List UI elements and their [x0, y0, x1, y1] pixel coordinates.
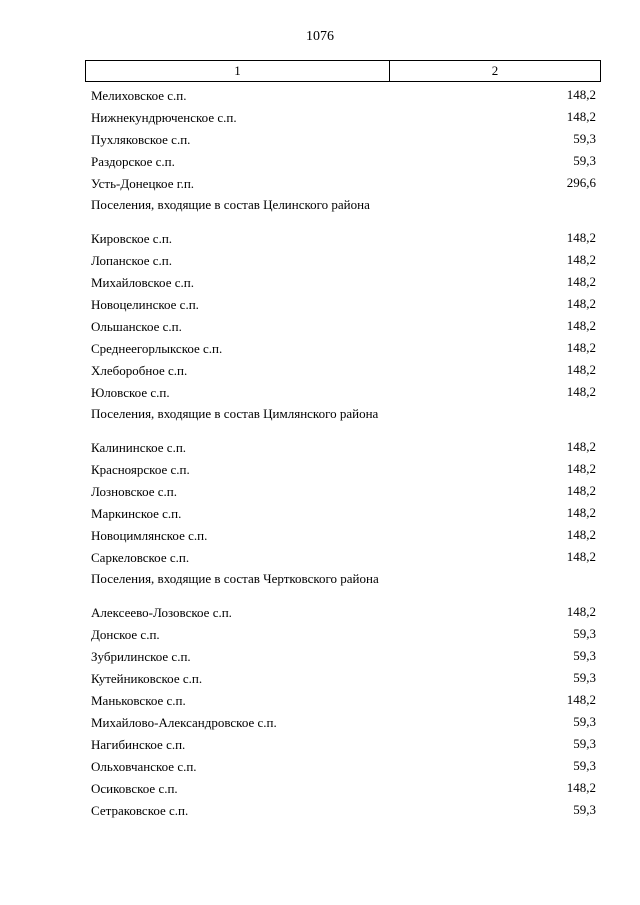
- settlement-name: Осиковское с.п.: [91, 780, 178, 796]
- table-row: [91, 84, 596, 106]
- settlement-name: Маркинское с.п.: [91, 505, 182, 521]
- settlement-value: 148,2: [566, 527, 596, 542]
- settlement-value: 59,3: [573, 802, 596, 817]
- settlement-value: 148,2: [566, 604, 596, 619]
- settlement-value: 148,2: [566, 87, 596, 102]
- settlement-name: Ольшанское с.п.: [91, 318, 182, 334]
- settlement-name: Мелиховское с.п.: [91, 87, 187, 103]
- table-row: [91, 733, 596, 755]
- table-row: [91, 249, 596, 271]
- column-header-1: 1: [86, 61, 390, 81]
- settlement-name: Зубрилинское с.п.: [91, 648, 191, 664]
- settlement-name: Донское с.п.: [91, 626, 160, 642]
- settlement-value: 296,6: [566, 175, 596, 190]
- settlement-value: 148,2: [566, 252, 596, 267]
- settlement-name: Лопанское с.п.: [91, 252, 173, 268]
- settlement-name: Нижнекундрюченское с.п.: [91, 109, 237, 125]
- settlement-name: Раздорское с.п.: [91, 153, 175, 169]
- settlement-value: 59,3: [573, 714, 596, 729]
- table-row: [91, 227, 596, 249]
- settlement-value: 148,2: [566, 109, 596, 124]
- settlement-value: 59,3: [573, 153, 596, 168]
- column-header-2: 2: [491, 63, 499, 78]
- settlement-name: Лозновское с.п.: [91, 483, 177, 499]
- table-row: [91, 546, 596, 568]
- table-row: [91, 777, 596, 799]
- table-row: [91, 755, 596, 777]
- settlement-value: 59,3: [573, 626, 596, 641]
- table-row: [91, 106, 596, 128]
- settlement-name: Хлеборобное с.п.: [91, 362, 188, 378]
- group-header-row: [91, 403, 596, 436]
- table-row: [91, 524, 596, 546]
- table-row: [91, 293, 596, 315]
- settlement-name: Усть-Донецкое г.п.: [91, 175, 195, 191]
- table-body: [91, 84, 596, 821]
- settlement-value: 148,2: [566, 505, 596, 520]
- table-row: [91, 337, 596, 359]
- table-row: [91, 381, 596, 403]
- settlement-name: Алексеево-Лозовское с.п.: [91, 604, 232, 620]
- settlement-value: 148,2: [566, 318, 596, 333]
- settlement-name: Михайлово-Александровское с.п.: [91, 714, 277, 730]
- settlement-value: 148,2: [566, 483, 596, 498]
- page-number: 1076: [306, 29, 334, 44]
- table-row: [91, 502, 596, 524]
- table-header: [85, 60, 601, 82]
- settlement-value: 148,2: [566, 692, 596, 707]
- settlement-name: Юловское с.п.: [91, 384, 170, 400]
- settlement-name: Ольховчанское с.п.: [91, 758, 197, 774]
- table-row: [91, 667, 596, 689]
- settlement-name: Новоцелинское с.п.: [91, 296, 199, 312]
- settlement-name: Среднеегорлыкское с.п.: [91, 340, 223, 356]
- settlement-value: 148,2: [566, 384, 596, 399]
- table-row: [91, 271, 596, 293]
- table-row: [91, 128, 596, 150]
- group-header-row: [91, 194, 596, 227]
- settlement-value: 59,3: [573, 131, 596, 146]
- settlement-value: 148,2: [566, 296, 596, 311]
- settlement-value: 148,2: [566, 461, 596, 476]
- settlement-value: 148,2: [566, 549, 596, 564]
- settlement-name: Новоцимлянское с.п.: [91, 527, 208, 543]
- settlement-name: Красноярское с.п.: [91, 461, 190, 477]
- settlement-name: Маньковское с.п.: [91, 692, 186, 708]
- group-title: Поселения, входящие в состав Цимлянского района: [91, 406, 379, 421]
- group-title: Поселения, входящие в состав Чертковского района: [91, 571, 379, 586]
- settlement-name: Кировское с.п.: [91, 230, 173, 246]
- settlement-value: 148,2: [566, 340, 596, 355]
- settlement-value: 59,3: [573, 670, 596, 685]
- group-header-row: [91, 568, 596, 601]
- settlement-value: 148,2: [566, 780, 596, 795]
- table-row: [91, 315, 596, 337]
- table-row: [91, 689, 596, 711]
- table-row: [91, 645, 596, 667]
- group-title: Поселения, входящие в состав Целинского района: [91, 197, 370, 212]
- settlement-value: 59,3: [573, 736, 596, 751]
- table-row: [91, 150, 596, 172]
- settlement-name: Кутейниковское с.п.: [91, 670, 203, 686]
- settlement-value: 59,3: [573, 758, 596, 773]
- settlement-name: Калининское с.п.: [91, 439, 187, 455]
- settlement-name: Сетраковское с.п.: [91, 802, 189, 818]
- settlement-value: 148,2: [566, 439, 596, 454]
- settlement-name: Нагибинское с.п.: [91, 736, 186, 752]
- settlement-name: Пухляковское с.п.: [91, 131, 191, 147]
- table-row: [91, 711, 596, 733]
- table-row: [91, 436, 596, 458]
- table-row: [91, 799, 596, 821]
- table-row: [91, 623, 596, 645]
- table-row: [91, 458, 596, 480]
- settlement-value: 148,2: [566, 362, 596, 377]
- table-row: [91, 480, 596, 502]
- table-row: [91, 172, 596, 194]
- settlement-value: 148,2: [566, 230, 596, 245]
- settlement-name: Саркеловское с.п.: [91, 549, 190, 565]
- settlement-value: 148,2: [566, 274, 596, 289]
- settlement-name: Михайловское с.п.: [91, 274, 194, 290]
- table-row: [91, 359, 596, 381]
- table-row: [91, 601, 596, 623]
- settlement-value: 59,3: [573, 648, 596, 663]
